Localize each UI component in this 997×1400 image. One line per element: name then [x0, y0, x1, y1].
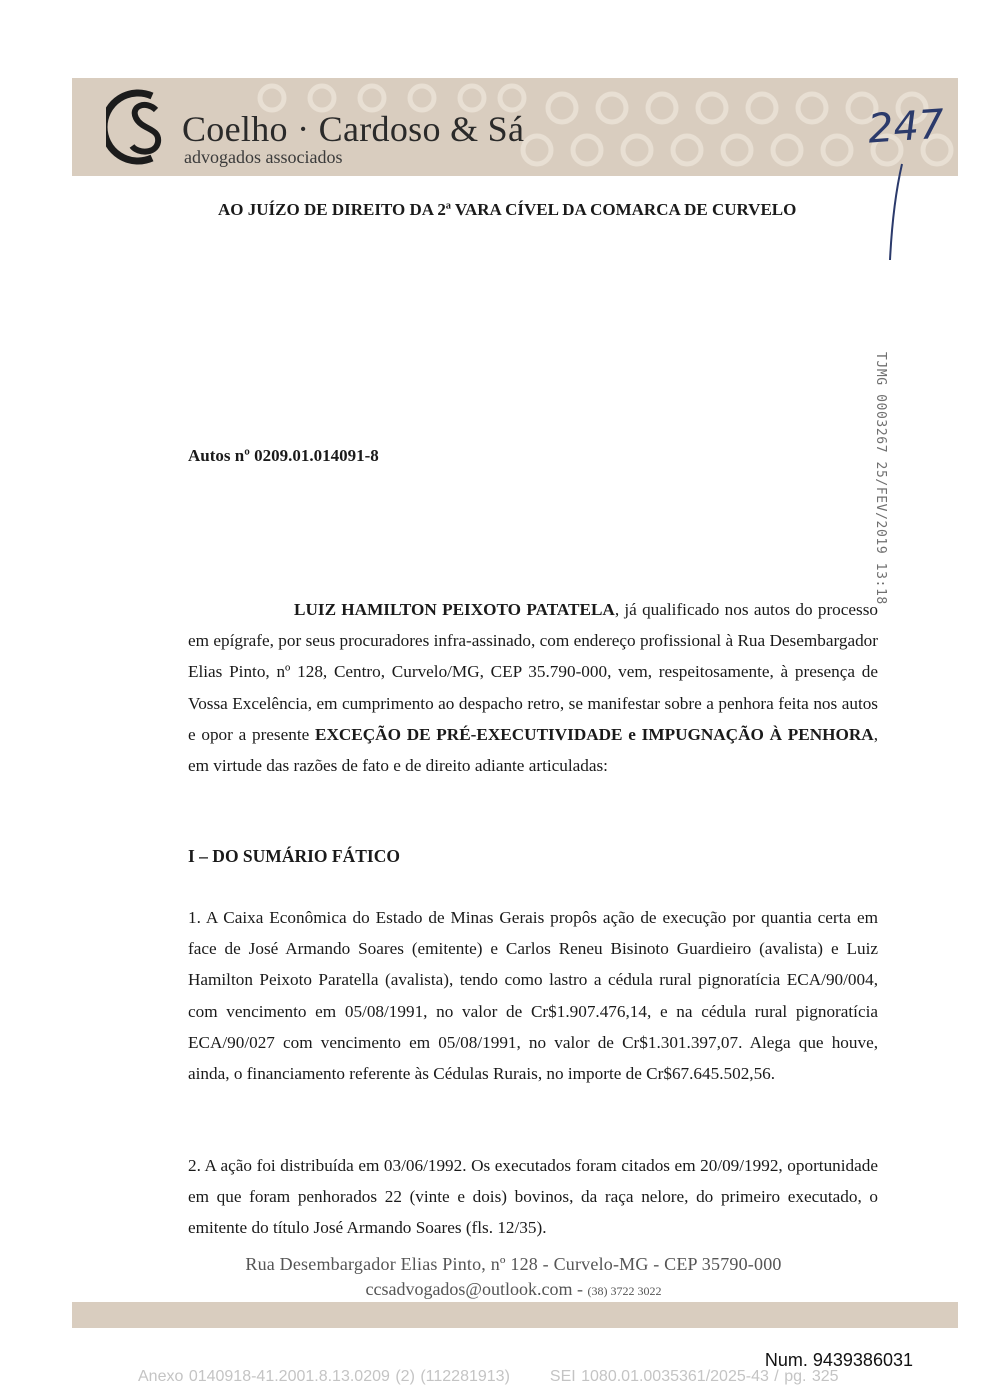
- protocol-stamp-text: TJMG 0003267 25/FEV/2019 13:18: [873, 352, 888, 605]
- footer-email: ccsadvogados@outlook.com: [365, 1279, 573, 1299]
- annex-reference: Anexo 0140918-41.2001.8.13.0209 (2) (112281913): [138, 1368, 510, 1385]
- footer-phone: (38) 3722 3022: [587, 1284, 662, 1298]
- document-number: Num. 9439386031: [764, 1350, 913, 1370]
- handwritten-page-number: 247: [866, 101, 946, 153]
- cs-monogram-icon: [106, 84, 172, 170]
- intro-text-3: , em virtude das razões de fato e de direito adiante articuladas:: [188, 724, 878, 776]
- letterhead-band: [72, 78, 958, 176]
- paragraph-2: 2. A ação foi distribuída em 03/06/1992. Os executados foram citados em 20/09/1992, oportunidade em que foram penhorados 22 (vinte e dois) bovinos, da raça nelore, do primeiro executado, o emitente do título José Armando Soares (fls. 12/35).: [188, 1156, 878, 1238]
- intro-bold-1: EXCEÇÃO DE PRÉ-EXECUTIVIDADE: [315, 724, 623, 744]
- intro-paragraph: [188, 594, 878, 781]
- footer-separator: -: [572, 1279, 588, 1299]
- paragraph-1: 1. A Caixa Econômica do Estado de Minas Gerais propôs ação de execução por quantia certa em face de José Armando Soares (emitente) e Carlos Reneu Bisinoto Guardieiro (avalista) e Luiz Hamilton Peixoto Paratella (avalista), tendo como lastro a cédula rural pignoratícia ECA/90/004, com vencimento em 05/08/1991, no valor de Cr$1.907.476,14, e na cédula rural pignoratícia ECA/90/027 com vencimento em 05/08/1991, no valor de Cr$1.301.397,07. Alega que houve, ainda, o financiamento referente às Cédulas Rurais, no importe de Cr$67.645.502,56.: [188, 908, 878, 1084]
- intro-text-1: , já qualificado nos autos do processo em epígrafe, por seus procuradores infra-assinado, com endereço profissional à Rua Desembargador Elias Pinto, nº 128, Centro, Curvelo/MG, CEP 35.790-000, vem, respeitosamente, à presença de Vossa Excelência, em cumprimento ao despacho retro, se manifestar sobre a penhora feita nos autos e opor a presente: [188, 600, 878, 744]
- annex-line: [138, 1368, 839, 1386]
- sei-reference: SEI 1080.01.0035361/2025-43 / pg. 325: [549, 1368, 839, 1385]
- footer-contact: [0, 1279, 997, 1300]
- footer-band: [72, 1302, 958, 1328]
- party-name: LUIZ HAMILTON PEIXOTO PATATELA: [294, 600, 615, 619]
- intro-bold-2: IMPUGNAÇÃO À PENHORA: [641, 724, 874, 744]
- firm-subtitle: advogados associados: [184, 147, 343, 167]
- firm-name: Coelho · Cardoso & Sá: [182, 109, 525, 149]
- footer-address: Rua Desembargador Elias Pinto, nº 128 - Curvelo-MG - CEP 35790-000: [245, 1254, 782, 1274]
- section-title: I – DO SUMÁRIO FÁTICO: [188, 846, 400, 866]
- intro-text-2: e: [622, 724, 642, 744]
- protocol-stamp: [868, 352, 888, 605]
- addressee-heading: AO JUÍZO DE DIREITO DA 2ª VARA CÍVEL DA COMARCA DE CURVELO: [218, 200, 797, 219]
- case-number: Autos nº 0209.01.014091-8: [188, 446, 379, 465]
